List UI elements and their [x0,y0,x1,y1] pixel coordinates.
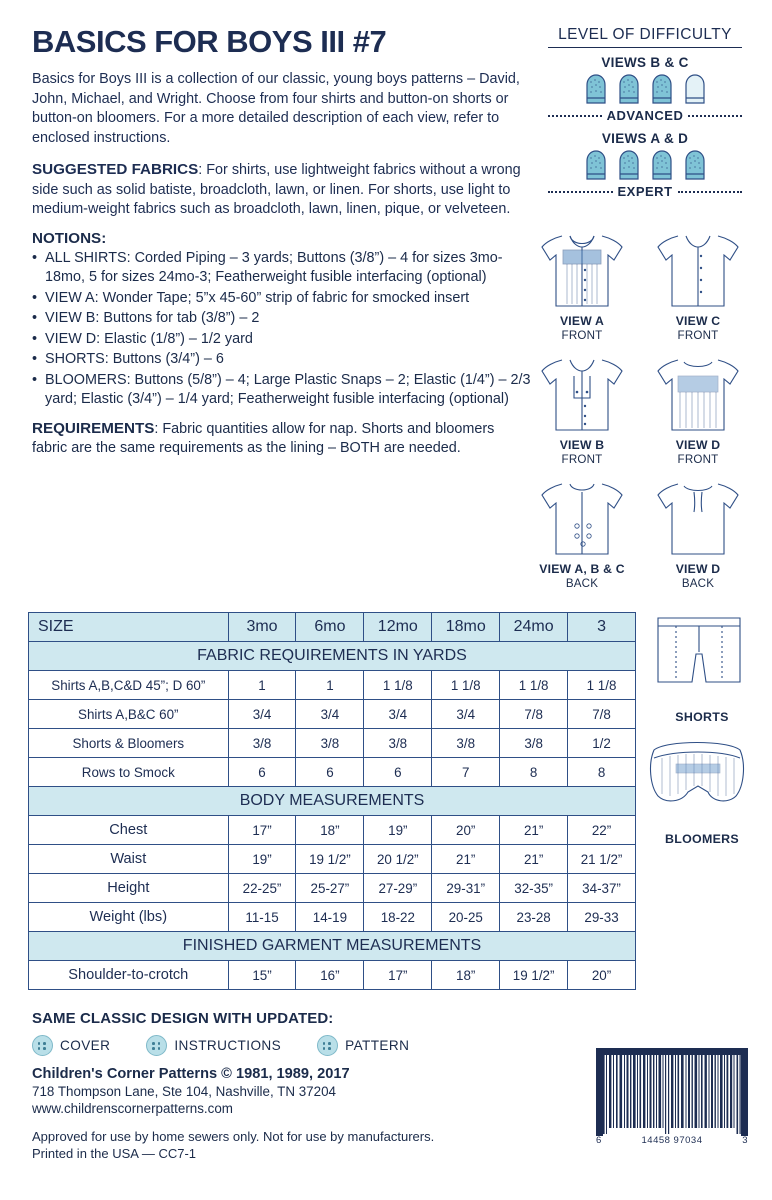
table-row [29,874,636,903]
suggested-fabrics-heading: SUGGESTED FABRICS [32,161,199,178]
difficulty-title: LEVEL OF DIFFICULTY [548,26,742,48]
list-item: • SHORTS: Buttons (3/4”) – 6 [32,350,532,370]
cell: 32-35” [500,874,568,903]
cell: 6 [228,758,296,787]
cell: 21” [500,816,568,845]
barcode-main-digits: 14458 97034 [641,1135,703,1146]
garment-view-c-front [644,222,752,342]
difficulty-panel [548,26,742,207]
garment-row-2 [528,346,752,466]
shirt-view-a-front-icon [528,222,636,314]
table-row [29,903,636,932]
dotted-rule [688,115,742,117]
cell: 3/8 [228,729,296,758]
list-item: • VIEW A: Wonder Tape; 5”x 45-60” strip of fabric for smocked insert [32,289,532,309]
cell: 3/8 [432,729,500,758]
cell: 16” [296,961,364,990]
updated-item-label: COVER [60,1038,111,1053]
cell: 21” [500,845,568,874]
size-chart [28,612,636,990]
column-header-24mo: 24mo [500,613,568,642]
cell: 20” [568,961,636,990]
cell: 22-25” [228,874,296,903]
cell: 20 1/2” [364,845,432,874]
thimble-rating-ad [548,150,742,180]
column-header-12mo: 12mo [364,613,432,642]
row-label: Waist [29,845,229,874]
difficulty-views-ad: VIEWS A & D [601,131,689,146]
cell: 19” [228,845,296,874]
garment-label: VIEW A [559,314,605,328]
cell: 3/8 [364,729,432,758]
thimble-icon-empty [681,74,709,104]
garment-view-a-front [528,222,636,342]
column-header-6mo: 6mo [296,613,364,642]
section-band-label: FABRIC REQUIREMENTS IN YARDS [29,642,636,671]
legal-line-2: Printed in the USA — CC7-1 [32,1146,197,1161]
garment-row-1 [528,222,752,342]
thimble-icon [615,150,643,180]
cell: 7 [432,758,500,787]
table-row [29,961,636,990]
cell: 21 1/2” [568,845,636,874]
garment-label: VIEW D [675,438,721,452]
cell: 3/8 [296,729,364,758]
shirt-view-b-front-icon [528,346,636,438]
updated-item-instructions [146,1035,281,1056]
cell: 27-29” [364,874,432,903]
cell: 18” [296,816,364,845]
section-band-label: BODY MEASUREMENTS [29,787,636,816]
updated-item-cover [32,1035,110,1056]
button-icon [32,1035,53,1056]
row-label: Shorts & Bloomers [29,729,229,758]
notions-heading: NOTIONS: [32,229,107,247]
column-header-3: 3 [568,613,636,642]
table-row [29,729,636,758]
table-header-row [29,613,636,642]
cell: 8 [568,758,636,787]
row-label: Shirts A,B&C 60” [29,700,229,729]
cell: 15” [228,961,296,990]
notions-list [32,249,532,410]
requirements-body: : Fabric quantities allow for nap. Shorts and bloomers fabric are the same requirements as the lining – BOTH are needed. [32,420,495,456]
row-label: Shoulder-to-crotch [29,961,229,990]
suggested-fabrics-section [32,160,532,220]
cell: 29-31” [432,874,500,903]
legal-notice [32,1128,592,1162]
difficulty-level-expert [548,184,742,199]
garment-view-d-back [644,470,752,590]
list-item: • VIEW D: Elastic (1/8”) – 1/2 yard [32,330,532,350]
thimble-icon [648,150,676,180]
requirements-section [32,419,532,459]
cell: 29-33 [568,903,636,932]
table-row [29,671,636,700]
section-band-body [29,787,636,816]
section-band-fabric [29,642,636,671]
thimble-icon [615,74,643,104]
barcode [596,1048,748,1164]
garment-view-b-front [528,346,636,466]
list-item: • ALL SHIRTS: Corded Piping – 3 yards; Buttons (3/8”) – 4 for sizes 3mo-18mo, 5 for sizes 24mo-3; Featherweight fusible interfacing (optional) [32,249,532,288]
row-label: Rows to Smock [29,758,229,787]
table-row [29,700,636,729]
updated-items-row [32,1035,592,1056]
size-table [28,612,636,990]
shirt-view-c-front-icon [644,222,752,314]
bloomers-illustration [636,734,768,830]
brand-copyright: Children's Corner Patterns © 1981, 1989, 2017 [32,1066,350,1082]
garment-view-d-front [644,346,752,466]
cell: 1 1/8 [364,671,432,700]
cell: 22” [568,816,636,845]
cell: 8 [500,758,568,787]
barcode-right-digit: 3 [742,1135,748,1146]
row-label: Height [29,874,229,903]
garment-sublabel: FRONT [561,453,603,466]
requirements-heading: REQUIREMENTS [32,419,155,437]
thimble-icon [582,150,610,180]
barcode-frame [596,1048,748,1136]
garment-label: VIEW A, B & C [539,562,625,576]
website-url[interactable]: www.childrenscornerpatterns.com [32,1101,233,1116]
garment-sublabel: BACK [681,577,715,590]
barcode-digits [596,1135,748,1146]
garment-sublabel: FRONT [677,453,719,466]
garment-sublabel: FRONT [677,329,719,342]
dotted-rule [548,191,613,193]
garment-views-abc-back [528,470,636,590]
garment-sublabel: FRONT [561,329,603,342]
suggested-fabrics-body: : For shirts, use lightweight fabrics without a wrong side such as solid batiste, broadcloth, lawn, or linen. For shorts, use light to medium-weight fabrics such as broadcloth, lawn, linen, pique, or velveteen. [32,162,521,217]
cell: 1 1/8 [568,671,636,700]
difficulty-level-label: ADVANCED [606,108,684,123]
cell: 23-28 [500,903,568,932]
thimble-icon [582,74,610,104]
cell: 3/4 [364,700,432,729]
cell: 11-15 [228,903,296,932]
shorts-bloomers-illustrations [636,612,768,856]
cell: 17” [228,816,296,845]
cell: 3/4 [228,700,296,729]
cell: 18” [432,961,500,990]
cell: 25-27” [296,874,364,903]
column-header-size: SIZE [29,613,229,642]
row-label: Chest [29,816,229,845]
cell: 18-22 [364,903,432,932]
shorts-illustration [636,612,768,708]
cell: 19 1/2” [296,845,364,874]
row-label: Shirts A,B,C&D 45”; D 60” [29,671,229,700]
shirt-views-abc-back-icon [528,470,636,562]
cell: 34-37” [568,874,636,903]
table-row [29,758,636,787]
garment-label: VIEW B [559,438,605,452]
cell: 1/2 [568,729,636,758]
footer [32,1010,592,1162]
button-icon [146,1035,167,1056]
cell: 3/4 [296,700,364,729]
bloomers-label: BLOOMERS [665,832,739,846]
cell: 6 [296,758,364,787]
cell: 20” [432,816,500,845]
updated-item-label: INSTRUCTIONS [174,1038,282,1053]
left-text-column [32,24,532,459]
garment-label: VIEW D [675,562,721,576]
same-classic-heading: SAME CLASSIC DESIGN WITH UPDATED: [32,1010,334,1027]
address-line-1: 718 Thompson Lane, Ste 104, Nashville, TN 37204 [32,1084,336,1099]
barcode-box [596,1048,748,1146]
shirt-view-d-back-icon [644,470,752,562]
cell: 19” [364,816,432,845]
garment-label: VIEW C [675,314,721,328]
cell: 19 1/2” [500,961,568,990]
legal-line-1: Approved for use by home sewers only. Not for use by manufacturers. [32,1129,435,1144]
table-row [29,816,636,845]
cell: 1 [296,671,364,700]
cell: 20-25 [432,903,500,932]
updated-item-label: PATTERN [345,1038,410,1053]
cell: 1 [228,671,296,700]
cell: 21” [432,845,500,874]
button-icon [317,1035,338,1056]
cell: 7/8 [568,700,636,729]
thimble-icon [681,150,709,180]
column-header-18mo: 18mo [432,613,500,642]
list-item: • BLOOMERS: Buttons (5/8”) – 4; Large Plastic Snaps – 2; Elastic (1/4”) – 2/3 yard; Elastic (3/4”) – 1/4 yard; Featherweight fusible interfacing (optional) [32,371,532,410]
page-title: BASICS FOR BOYS III #7 [32,24,387,59]
list-item: • VIEW B: Buttons for tab (3/8”) – 2 [32,309,532,329]
cell: 1 1/8 [500,671,568,700]
column-header-3mo: 3mo [228,613,296,642]
cell: 3/4 [432,700,500,729]
garment-row-3 [528,470,752,590]
intro-paragraph: Basics for Boys III is a collection of our classic, young boys patterns – David, John, Michael, and Wright. Choose from four shirts and button-on shorts or button-on bloomers. For a more detailed description of each view, refer to enclosed instructions. [32,71,520,146]
cell: 17” [364,961,432,990]
dotted-rule [678,191,743,193]
garment-illustrations [528,222,752,594]
thimble-icon [648,74,676,104]
garment-sublabel: BACK [565,577,599,590]
cell: 3/8 [500,729,568,758]
row-label: Weight (lbs) [29,903,229,932]
barcode-left-digit: 6 [596,1135,602,1146]
difficulty-level-advanced [548,108,742,123]
cell: 7/8 [500,700,568,729]
cell: 14-19 [296,903,364,932]
thimble-rating-bc [548,74,742,104]
section-band-label: FINISHED GARMENT MEASUREMENTS [29,932,636,961]
shorts-label: SHORTS [675,710,729,724]
difficulty-views-bc: VIEWS B & C [601,55,689,70]
dotted-rule [548,115,602,117]
table-row [29,845,636,874]
cell: 6 [364,758,432,787]
updated-item-pattern [317,1035,409,1056]
difficulty-level-label: EXPERT [617,184,673,199]
shirt-view-d-front-icon [644,346,752,438]
cell: 1 1/8 [432,671,500,700]
section-band-finished [29,932,636,961]
